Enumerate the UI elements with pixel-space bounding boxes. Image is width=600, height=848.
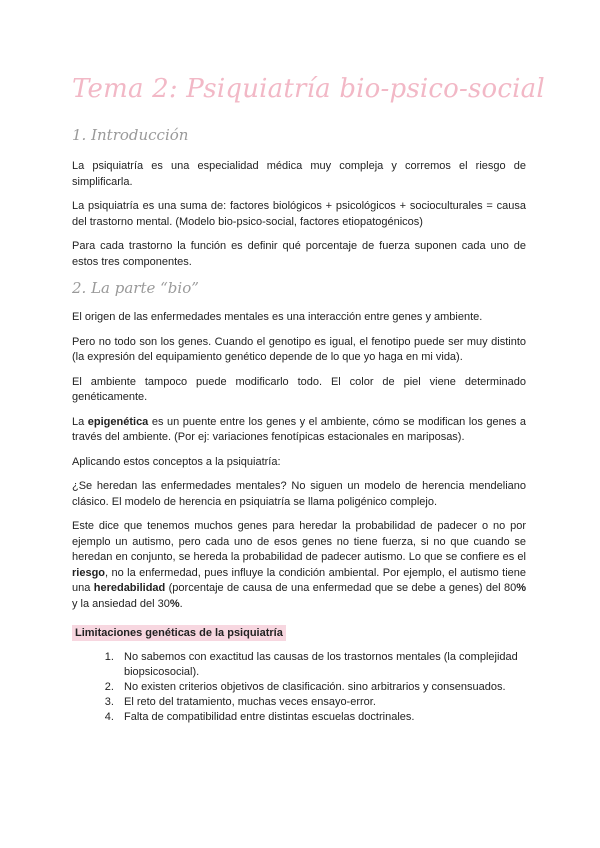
section-heading-introduccion: 1. Introducción [72, 126, 189, 144]
paragraph: Pero no todo son los genes. Cuando el genotipo es igual, el fenotipo puede ser muy distinto (la expresión del equipamiento genético depende de lo que yo haga en mi vida). [72, 335, 526, 363]
limitations-list [72, 650, 526, 725]
bold-term: epigenética [87, 415, 149, 428]
paragraph: Aplicando estos conceptos a la psiquiatría: [72, 455, 281, 468]
bold-term: % [169, 597, 180, 610]
paragraph: El ambiente tampoco puede modificarlo todo. El color de piel viene determinado genéticamente. [72, 375, 526, 403]
text-run: La [72, 415, 88, 428]
highlighted-subheading: Limitaciones genéticas de la psiquiatría [72, 625, 286, 641]
text-run: es un puente entre los genes y el ambiente, cómo se modifican los genes a través del ambiente. (Por ej: variaciones fenotípicas estacionales en mariposas). [72, 415, 527, 443]
paragraph-epigenetica [72, 415, 526, 446]
document-content [72, 126, 526, 725]
paragraph: Para cada trastorno la función es definir qué porcentaje de fuerza suponen cada uno de estos tres componentes. [72, 240, 526, 268]
list-item: 3. El reto del tratamiento, muchas veces ensayo-error. [117, 695, 526, 710]
paragraph: ¿Se heredan las enfermedades mentales? No siguen un modelo de herencia mendeliano clásico. El modelo de herencia en psiquiatría se llama poligénico complejo. [72, 480, 526, 508]
page-title: Tema 2: Psiquiatría bio-psico-social [72, 74, 545, 104]
text-run: Este dice que tenemos muchos genes para heredar la probabilidad de padecer o no por ejemplo un autismo, pero cada uno de esos genes no tiene fuerza, si no que cuando se heredan en conjunto, se hereda la probabilidad de padecer autismo. Lo que se confiere es el [72, 520, 526, 563]
list-item: 2. No existen criterios objetivos de clasificación. sino arbitrarios y consensuados. [117, 680, 526, 695]
list-item: 4. Falta de compatibilidad entre distintas escuelas doctrinales. [117, 710, 526, 725]
bold-term: heredabilidad [93, 582, 166, 594]
bold-term: % [516, 582, 526, 594]
paragraph: La psiquiatría es una especialidad médica muy compleja y corremos el riesgo de simplificarla. [72, 160, 526, 188]
text-run: . [179, 597, 183, 610]
paragraph: El origen de las enfermedades mentales es una interacción entre genes y ambiente. [72, 311, 483, 323]
bold-term: riesgo [72, 566, 106, 579]
text-run: y la ansiedad del 30 [72, 597, 170, 610]
paragraph: La psiquiatría es una suma de: factores biológicos + psicológicos + socioculturales = causa del trastorno mental. (Modelo bio-psico-social, factores etiopatogénicos) [72, 200, 526, 228]
list-item: 1. No sabemos con exactitud las causas de los trastornos mentales (la complejidad biopsicosocial). [117, 650, 526, 680]
section-heading-parte-bio: 2. La parte “bio” [72, 279, 199, 297]
text-run: (porcentaje de causa de una enfermedad que se debe a genes) del 80 [165, 582, 517, 594]
paragraph-heredabilidad [72, 519, 526, 612]
text-run: , no la enfermedad, pues influye la condición ambiental. Por ejemplo, el autismo tiene una [72, 566, 526, 594]
